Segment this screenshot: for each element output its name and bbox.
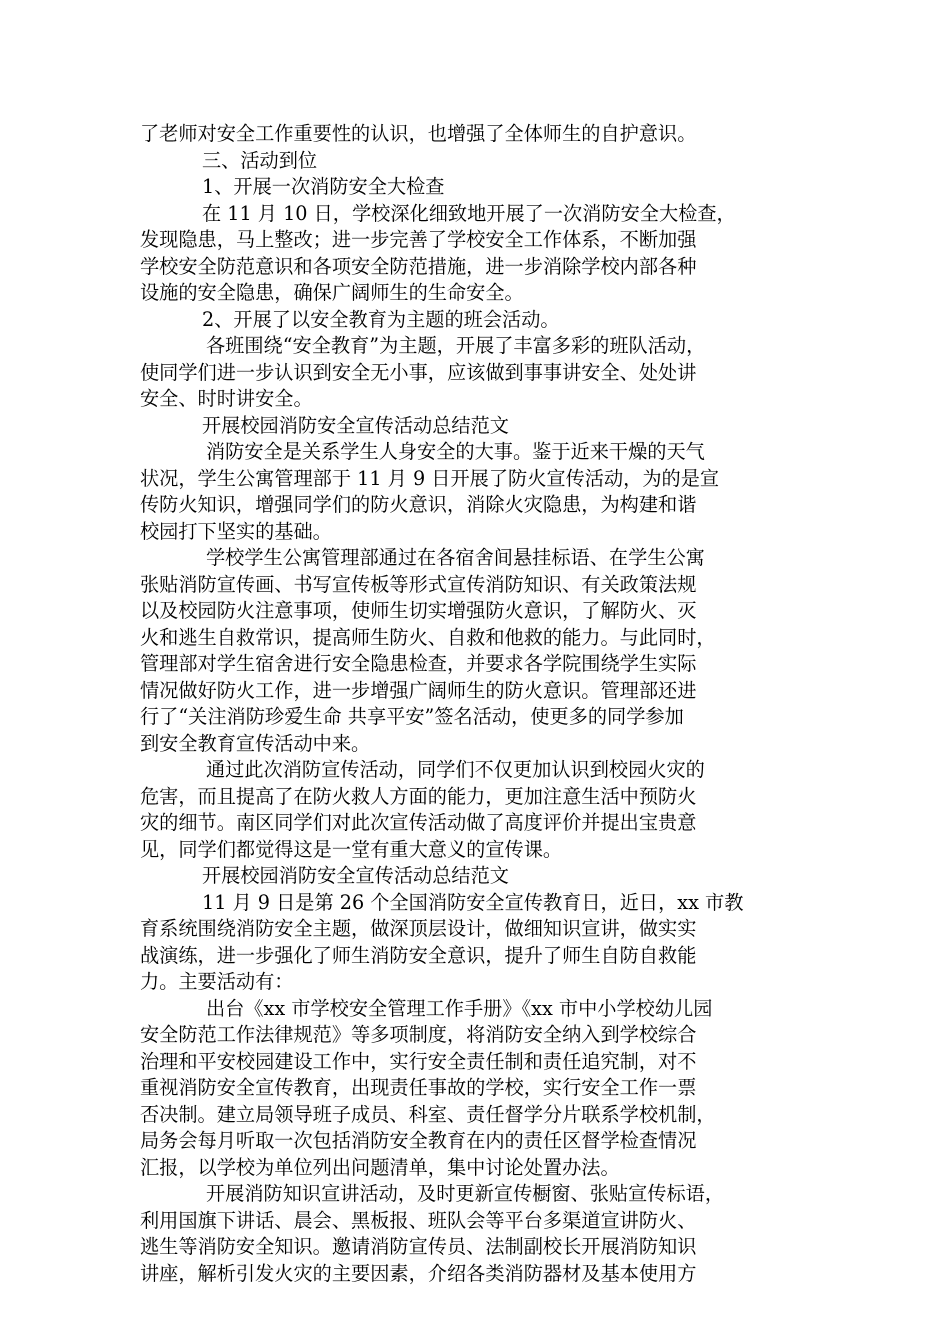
paragraph-line: 学校学生公寓管理部通过在各宿舍间悬挂标语、在学生公寓 [206,546,705,569]
paragraph-line: 传防火知识，增强同学们的防火意识，消除火灾隐患，为构建和谐 [140,493,697,516]
paragraph-line: 各班围绕“安全教育”为主题，开展了丰富多彩的班队活动， [206,334,706,357]
subsection-heading: 1、开展一次消防安全大检查 [202,175,445,198]
paragraph-line: 发现隐患，马上整改；进一步完善了学校安全工作体系，不断加强 [140,228,697,251]
document-page [140,121,810,1287]
subsection-heading: 2、开展了以安全教育为主题的班会活动。 [202,307,560,331]
paragraph-line: 11 月 9 日是第 26 个全国消防安全宣传教育日，近日，xx 市教 [202,890,744,914]
paragraph-line: 校园打下坚实的基础。 [140,519,332,543]
paragraph-line: 治理和平安校园建设工作中，实行安全责任制和责任追究制，对不 [140,1049,697,1073]
paragraph-line: 见，同学们都觉得这是一堂有重大意义的宣传课。 [140,837,563,861]
paragraph-line: 局务会每月听取一次包括消防安全教育在内的责任区督学检查情况 [140,1129,697,1152]
paragraph-line: 重视消防安全宣传教育，出现责任事故的学校，实行安全工作一票 [140,1076,697,1099]
paragraph-line: 了老师对安全工作重要性的认识，也增强了全体师生的自护意识。 [140,122,697,145]
paragraph-line: 利用国旗下讲话、晨会、黑板报、班队会等平台多渠道宣讲防火、 [140,1208,697,1232]
paragraph-line: 力。主要活动有： [140,970,294,993]
paragraph-line: 行了“关注消防珍爱生命 共享平安”签名活动，使更多的同学参加 [140,705,684,728]
paragraph-line: 火和逃生自救常识，提高师生防火、自救和他救的能力。与此同时， [140,625,716,649]
article-title: 开展校园消防安全宣传活动总结范文 [202,413,509,437]
paragraph-line: 在 11 月 10 日，学校深化细致地开展了一次消防安全大检查， [202,201,736,225]
paragraph-line: 张贴消防宣传画、书写宣传板等形式宣传消防知识、有关政策法规 [140,572,697,596]
paragraph-line: 状况，学生公寓管理部于 11 月 9 日开展了防火宣传活动，为的是宣 [140,466,720,490]
paragraph-line: 消防安全是关系学生人身安全的大事。鉴于近来干燥的天气 [206,440,705,463]
paragraph-line: 设施的安全隐患，确保广阔师生的生命安全。 [140,281,524,304]
paragraph-line: 安全、时时讲安全。 [140,387,313,410]
paragraph-line: 汇报，以学校为单位列出问题清单，集中讨论处置办法。 [140,1155,620,1179]
paragraph-line: 情况做好防火工作，进一步增强广阔师生的防火意识。管理部还进 [140,678,697,702]
paragraph-line: 安全防范工作法律规范》等多项制度，将消防安全纳入到学校综合 [140,1023,697,1046]
paragraph-line: 逃生等消防安全知识。邀请消防宣传员、法制副校长开展消防知识 [140,1235,697,1258]
article-title: 开展校园消防安全宣传活动总结范文 [202,864,509,887]
paragraph-line: 灾的细节。南区同学们对此次宣传活动做了高度评价并提出宝贵意 [140,811,697,834]
paragraph-line: 否决制。建立局领导班子成员、科室、责任督学分片联系学校机制， [140,1102,716,1126]
paragraph-line: 以及校园防火注意事项，使师生切实增强防火意识，了解防火、灭 [140,599,697,622]
paragraph-line: 开展消防知识宣讲活动，及时更新宣传橱窗、张贴宣传标语， [206,1182,725,1205]
paragraph-line: 到安全教育宣传活动中来。 [140,731,371,755]
paragraph-line: 通过此次消防宣传活动，同学们不仅更加认识到校园火灾的 [206,758,705,781]
section-heading: 三、活动到位 [202,148,318,172]
paragraph-line: 学校安全防范意识和各项安全防范措施，进一步消除学校内部各种 [140,254,697,278]
paragraph-line: 使同学们进一步认识到安全无小事，应该做到事事讲安全、处处讲 [140,360,697,384]
paragraph-line: 出台《xx 市学校安全管理工作手册》《xx 市中小学校幼儿园 [206,996,713,1020]
paragraph-line: 危害，而且提高了在防火救人方面的能力，更加注意生活中预防火 [140,784,697,808]
paragraph-line: 讲座，解析引发火灾的主要因素，介绍各类消防器材及基本使用方 [140,1261,697,1285]
paragraph-line: 管理部对学生宿舍进行安全隐患检查，并要求各学院围绕学生实际 [140,652,697,675]
paragraph-line: 育系统围绕消防安全主题，做深顶层设计，做细知识宣讲，做实实 [140,917,697,940]
paragraph-line: 战演练，进一步强化了师生消防安全意识，提升了师生自防自救能 [140,943,697,967]
